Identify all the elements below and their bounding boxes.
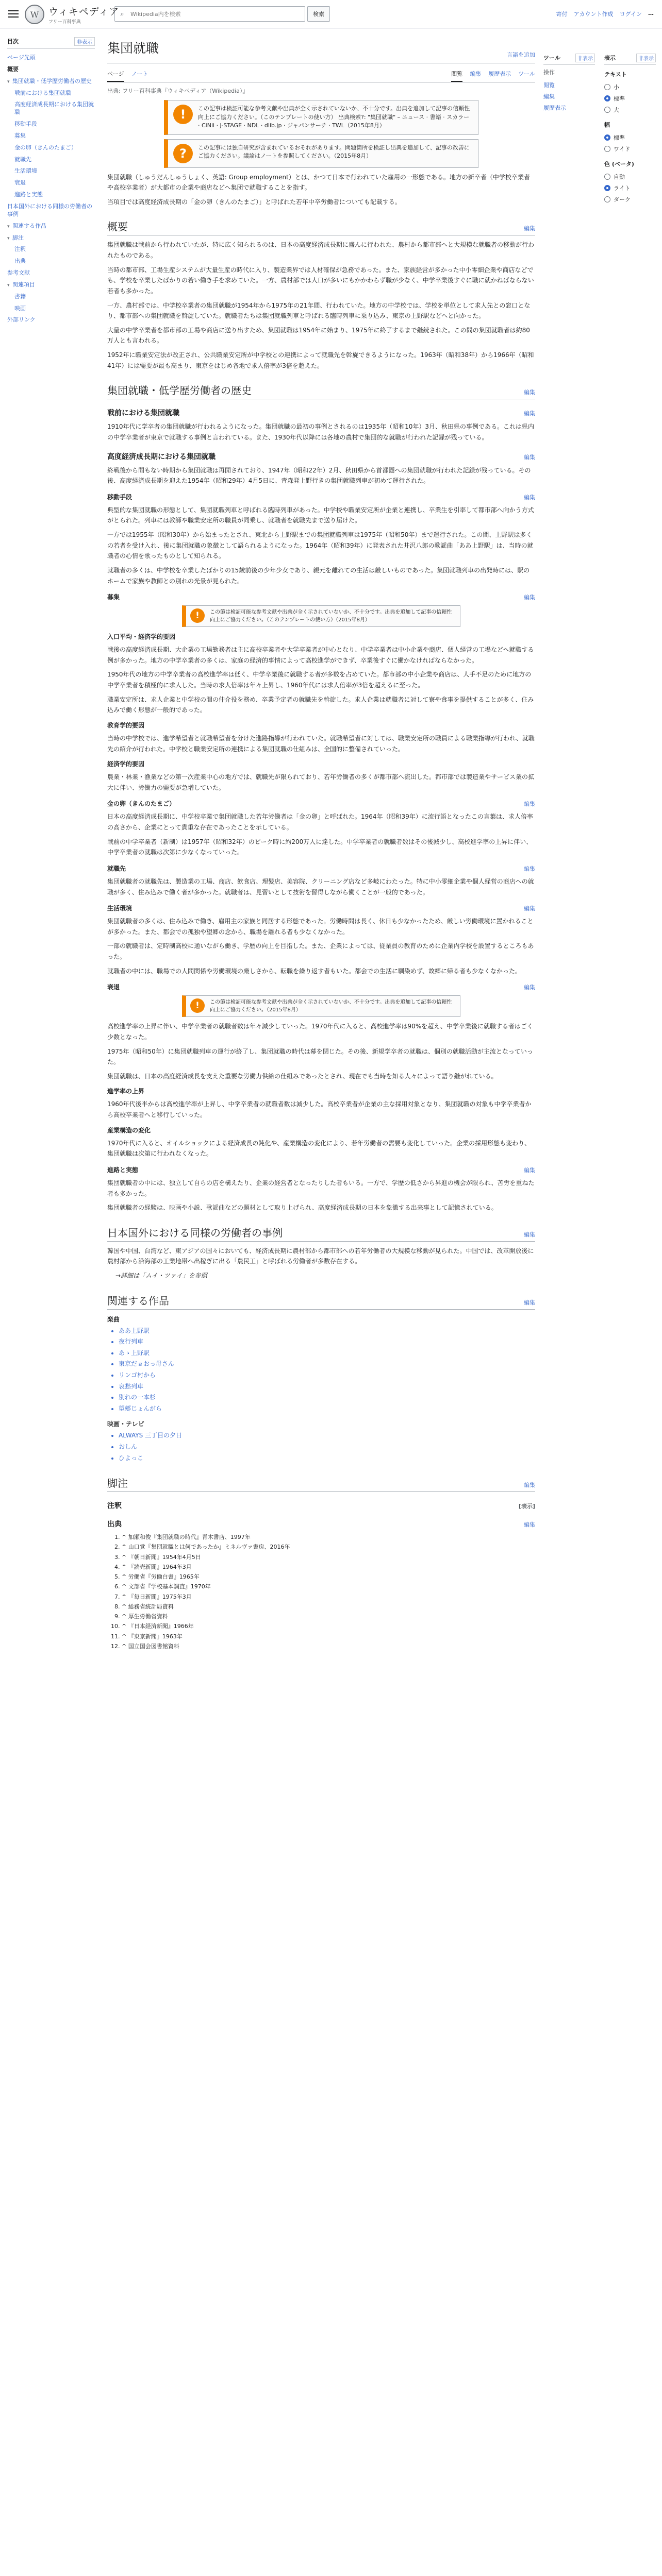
page-title: 集団就職 xyxy=(107,41,159,56)
toc-item[interactable] xyxy=(7,99,95,118)
edit-link[interactable]: 編集 xyxy=(524,594,535,601)
option-label: 標準 xyxy=(614,95,625,102)
tools-hide-button[interactable]: 非表示 xyxy=(575,54,595,62)
toc-item[interactable] xyxy=(7,130,95,142)
search-icon: ⌕ xyxy=(120,10,124,18)
toc-item[interactable] xyxy=(7,279,95,291)
page-tabs xyxy=(107,66,535,82)
paragraph: 大量の中学卒業者を都市部の工場や商店に送り出すため、集団就職は1954年に始まり、1975年に終了するまで継続された。この間の集団就職者は約80万人とも言われる。 xyxy=(107,326,530,345)
tab-edit[interactable]: 編集 xyxy=(470,71,482,77)
subsection-highgrowth-heading: 高度経済成長期における集団就職 編集 xyxy=(107,452,535,461)
toc-item[interactable] xyxy=(7,291,95,303)
section-works-heading: 関連する作品 編集 xyxy=(107,1293,535,1310)
appearance-option[interactable] xyxy=(604,104,656,115)
site-logo[interactable] xyxy=(25,4,119,25)
radio-button[interactable] xyxy=(604,174,610,180)
references-list xyxy=(107,1532,535,1651)
tab-tools[interactable]: ツール xyxy=(518,71,535,77)
toc-item-label: 金の卵（きんのたまご） xyxy=(14,144,77,151)
toc-item[interactable] xyxy=(7,189,95,201)
list-item[interactable]: • あゝ上野駅 xyxy=(119,1348,535,1359)
toc-item-label: 募集 xyxy=(14,132,26,139)
paragraph: 一部の就職者は、定時制高校に通いながら働き、学歴の向上を目指した。また、企業によっては、従業員の教育のために企業内学校を設置するところもあった。 xyxy=(107,942,534,960)
appearance-option[interactable] xyxy=(604,143,656,155)
paragraph: 1970年代に入ると、オイルショックによる経済成長の鈍化や、産業構造の変化により、若年労働者の需要も変化していった。企業の採用形態も変わり、集団就職は次第に行われなくなった。 xyxy=(107,1139,531,1158)
toc-hide-button[interactable]: 非表示 xyxy=(74,37,95,46)
appearance-option[interactable] xyxy=(604,132,656,143)
reference-item: 4. ^ 『読売新聞』1964年3月 xyxy=(122,1562,535,1572)
toc-item[interactable] xyxy=(7,303,95,315)
works-label: 映画・テレビ xyxy=(107,1420,144,1428)
radio-button[interactable] xyxy=(604,146,610,152)
toc-item[interactable] xyxy=(7,165,95,177)
notice-text: この節は検証可能な参考文献や出典が全く示されていないか、不十分です。出典を追加して記事の信頼性向上にご協力ください。（2015年8月） xyxy=(210,999,452,1013)
user-links xyxy=(556,10,654,18)
toc-item-label: 脚注 xyxy=(12,234,24,241)
toc-item-label: 衰退 xyxy=(14,179,26,187)
list-item[interactable]: • ああ上野駅 xyxy=(119,1326,535,1337)
appearance-option[interactable] xyxy=(604,171,656,182)
recruit-heading: 募集 編集 xyxy=(107,594,535,601)
paragraph: 一方、農村部では、中学校卒業者の集団就職が1954年から1975年の21年間、行われていた。地方の中学校では、学校を単位として求人先との窓口となり、都市部への集団就職を斡旋していた。就職者たちは集団就職列車と呼ばれる臨時列車に乗り込み、東京の上野駅などへと向かった。 xyxy=(107,301,531,320)
appearance-hide-button[interactable]: 非表示 xyxy=(636,54,656,62)
edit-link[interactable]: 編集 xyxy=(524,801,535,808)
toc-item[interactable] xyxy=(7,154,95,166)
edit-link[interactable]: 編集 xyxy=(524,410,535,417)
toc-item[interactable] xyxy=(7,267,95,279)
paragraph: 職業安定所は、求人企業と中学校の間の仲介役を務め、卒業予定者の就職先を斡旋した。求人企業は就職者に対して寮や食事を提供することが多く、住み込みで働く形態が一般的であった。 xyxy=(107,696,534,714)
tagline: フリー百科事典 xyxy=(48,20,81,25)
toc-item[interactable] xyxy=(7,201,95,221)
radio-button[interactable] xyxy=(604,107,610,113)
toc-item-label: ページ先頭 xyxy=(7,54,36,61)
decline-label: 進学率の上昇 xyxy=(107,1088,145,1095)
list-item[interactable]: • 別れの一本杉 xyxy=(119,1392,535,1403)
toc-item[interactable] xyxy=(7,76,95,88)
works-list xyxy=(107,1430,535,1464)
appearance-option[interactable] xyxy=(604,93,656,104)
edit-link[interactable]: 編集 xyxy=(524,1299,535,1306)
paragraph: 就職者の多くは、中学校を卒業したばかりの15歳前後の少年少女であり、親元を離れての生活は厳しいものであった。集団就職列車の出発時には、駅のホームで家族や教師との別れの光景が見られた。 xyxy=(107,566,530,585)
paragraph: 典型的な集団就職の形態として、集団就職列車と呼ばれる臨時列車があった。中学校や職業安定所が企業と連携し、卒業生を引率して都市部へ向かう方式がとられた。列車には教師や職業安定所の職員が同乗し、就職者を就職先まで送り届けた。 xyxy=(107,506,534,524)
reference-item: 10. ^ 『日本経済新聞』1966年 xyxy=(122,1621,535,1631)
intro-paragraph-2: 当項目では高度経済成長期の「金の卵（きんのたまご）」と呼ばれた若年中卒労働者についても記載する。 xyxy=(107,198,401,206)
refs-subheading: 出典 編集 xyxy=(107,1520,535,1529)
radio-button[interactable] xyxy=(604,84,610,90)
paragraph: 集団就職者の中には、独立して自らの店を構えたり、企業の経営者となったりした者もいる。一方で、学歴の低さから昇進の機会が限られ、苦労を重ねた者も多かった。 xyxy=(107,1179,535,1197)
question-icon: ? xyxy=(173,144,193,163)
transport-heading: 移動手段 編集 xyxy=(107,493,535,501)
section-abroad-heading: 日本国外における同様の労働者の事例 編集 xyxy=(107,1225,535,1242)
radio-button[interactable] xyxy=(604,95,610,101)
notice-box-section xyxy=(182,995,460,1017)
more-options-icon[interactable]: … xyxy=(648,10,654,16)
option-label: 小 xyxy=(614,84,619,91)
toc-item-label: 就職先 xyxy=(14,156,31,163)
edit-link[interactable]: 編集 xyxy=(524,225,535,232)
toc-title: 目次 xyxy=(7,38,19,45)
notice-text: この記事は検証可能な参考文献や出典が全く示されていないか、不十分です。出典を追加して記事の信頼性向上にご協力ください。（このテンプレートの使い方） 出典検索?: "集団就職" – ニュース · 書籍 · スカラー · CiNii · J-STAGE · NDL · dlib.jp · ジャパンサーチ · TWL（2015年8月） xyxy=(198,105,470,129)
toc-item-label: 関連項目 xyxy=(12,281,35,288)
chevron-down-icon[interactable]: ▾ xyxy=(7,224,10,229)
toc-item-label: 進路と実態 xyxy=(14,191,43,198)
donate-link[interactable]: 寄付 xyxy=(556,11,568,18)
paragraph: 集団就職は戦前から行われていたが、特に広く知られるのは、日本の高度経済成長期に盛んに行われた、農村から都市部へと大規模な就職者の移動が行われたものである。 xyxy=(107,241,535,259)
appearance-option[interactable] xyxy=(604,182,656,194)
reference-item: 1. ^ 加瀬和俊『集団就職の時代』青木書店、1997年 xyxy=(122,1532,535,1542)
article-content xyxy=(107,29,535,1653)
toc-item-label: 生活環境 xyxy=(14,167,37,175)
tab-talk[interactable]: ノート xyxy=(131,71,148,77)
toc-item-label: 高度経済成長期における集団就職 xyxy=(14,101,94,116)
text-size-label: テキスト xyxy=(604,71,627,78)
toc-item-label: 参考文献 xyxy=(7,269,30,277)
wordmark: ウィキペディア xyxy=(48,6,120,18)
from-line: 出典: フリー百科事典『ウィキペディア（Wikipedia）』 xyxy=(107,88,249,94)
option-label: ダーク xyxy=(614,196,631,203)
table-of-contents xyxy=(7,37,95,326)
see-also-note: →詳細は「ムイ・ツァイ」を参照 xyxy=(115,1272,207,1279)
reference-item: 6. ^ 文部省『学校基本調査』1970年 xyxy=(122,1582,535,1591)
edit-link[interactable]: 編集 xyxy=(524,389,535,396)
option-label: 標準 xyxy=(614,134,625,141)
list-item[interactable]: • 望郷じょんがら xyxy=(119,1403,535,1415)
recruit-label: 経済学的要因 xyxy=(107,760,145,768)
list-item[interactable]: • ALWAYS 三丁目の夕日 xyxy=(119,1430,535,1442)
width-label: 幅 xyxy=(604,122,610,128)
edit-link[interactable]: 編集 xyxy=(524,1166,535,1174)
toc-item-label: 日本国外における同様の労働者の事例 xyxy=(7,202,92,217)
toc-item[interactable] xyxy=(7,177,95,189)
employment-heading: 就職先 編集 xyxy=(107,865,535,872)
list-item[interactable]: • おしん xyxy=(119,1442,535,1453)
tools-item-edit[interactable]: 編集 xyxy=(543,93,555,100)
search-input[interactable] xyxy=(129,10,305,18)
toc-item[interactable] xyxy=(7,221,95,232)
toc-item[interactable] xyxy=(7,64,95,76)
career-heading: 進路と実態 編集 xyxy=(107,1166,535,1174)
color-label: 色 (ベータ) xyxy=(604,161,634,167)
list-item[interactable]: • 東京だョおっ母さん xyxy=(119,1359,535,1370)
notice-box-section xyxy=(182,605,460,627)
toc-item-label: 集団就職・低学歴労働者の歴史 xyxy=(12,77,92,84)
reference-item: 7. ^ 『毎日新聞』1975年3月 xyxy=(122,1592,535,1602)
tools-sublabel: 操作 xyxy=(543,69,555,76)
notice-box-sources xyxy=(164,100,478,135)
paragraph: 1960年代後半からは高校進学率が上昇し、中学卒業者の就職者数は減少した。高校卒業者が企業の主な採用対象となり、集団就職の対象も中学卒業者から高校卒業者へと移行していった。 xyxy=(107,1100,532,1118)
toc-item[interactable] xyxy=(7,118,95,130)
paragraph: 当時の中学校では、進学希望者と就職希望者を分けた進路指導が行われていた。就職希望者に対しては、職業安定所の職員による職業指導が行われ、就職先の紹介が行われた。中学校と職業安定所の連携による集団就職の仕組みは、全国的に整備されていった。 xyxy=(107,734,535,753)
works-list xyxy=(107,1326,535,1415)
edit-link[interactable]: 編集 xyxy=(524,453,535,461)
paragraph: 日本の高度経済成長期に、中学校卒業で集団就職した若年労働者は「金の卵」と呼ばれた。1964年（昭和39年）に流行語となったこの言葉は、求人倍率の高さから、企業にとって貴重な存在であったことを示している。 xyxy=(107,813,533,831)
toc-header xyxy=(7,37,95,49)
notice-text: この節は検証可能な参考文献や出典が全く示されていないか、不十分です。出典を追加して記事の信頼性向上にご協力ください。（このテンプレートの使い方）（2015年8月） xyxy=(210,609,452,623)
wikipedia-globe-icon xyxy=(25,5,44,24)
option-label: 自動 xyxy=(614,174,625,180)
paragraph: 集団就職者の多くは、住み込みで働き、雇用主の家族と同居する形態であった。労働時間は長く、休日も少なかったため、厳しい労働環境に置かれることが多かった。また、都会での孤独や望郷の念から、職場を離れる者も少なくなかった。 xyxy=(107,918,534,936)
toc-item-label: 関連する作品 xyxy=(12,222,46,229)
warning-icon: ! xyxy=(173,105,193,124)
notes-subheading: 注釈 [表示] xyxy=(107,1502,535,1511)
list-item[interactable]: • ひよっこ xyxy=(119,1453,535,1464)
paragraph: 一方では1955年（昭和30年）から始まったとされ、東北から上野駅までの集団就職列車は1975年（昭和50年）まで運行された。この間、上野駅は多くの若者を受け入れ、後に集団就職の象徴として語られるようになった。1964年（昭和39年）に発表された井沢八郎の歌謡曲「ああ上野駅」は、当時の就職者の心情を歌ったものとして知られる。 xyxy=(107,531,534,560)
edit-link[interactable]: 編集 xyxy=(524,1482,535,1489)
radio-button[interactable] xyxy=(604,185,610,191)
tab-history[interactable]: 履歴表示 xyxy=(488,71,511,77)
notice-box-original-research xyxy=(164,139,478,168)
toc-item[interactable] xyxy=(7,142,95,154)
appearance-panel xyxy=(604,54,656,205)
main-menu-icon[interactable] xyxy=(7,8,20,21)
paragraph: 戦後の高度経済成長期、大企業の工場勤務者は主に高校卒業者や大学卒業者が中心となり、中学卒業者は中小企業や商店、個人経営の工場などへ就職する例が多かった。地方の中学卒業者の多くは、家庭の経済的事情によって高校進学ができず、卒業後すぐに働かなければならなかった。 xyxy=(107,646,534,664)
toc-item[interactable] xyxy=(7,256,95,267)
chevron-down-icon[interactable]: ▾ xyxy=(7,79,10,84)
toc-item-label: 出典 xyxy=(14,258,26,265)
tools-title: ツール xyxy=(543,55,560,61)
chevron-down-icon[interactable]: ▾ xyxy=(7,282,10,288)
edit-link[interactable]: 編集 xyxy=(524,984,535,991)
appearance-option[interactable] xyxy=(604,194,656,205)
warning-icon: ! xyxy=(190,998,205,1013)
radio-button[interactable] xyxy=(604,134,610,141)
reference-item: 11. ^ 『東京新聞』1963年 xyxy=(122,1632,535,1641)
toc-item[interactable] xyxy=(7,314,95,326)
edit-link[interactable]: 編集 xyxy=(524,865,535,872)
list-item[interactable]: • リンゴ村から xyxy=(119,1370,535,1381)
works-label: 楽曲 xyxy=(107,1315,120,1323)
toc-item-label: 概要 xyxy=(7,65,19,73)
create-account-link[interactable]: アカウント作成 xyxy=(573,11,614,18)
radio-button[interactable] xyxy=(604,196,610,202)
search-button[interactable]: 検索 xyxy=(307,6,330,22)
paragraph: 戦前の中学卒業者（新制）は1957年（昭和32年）のピーク時に約200万人に達した。中学卒業者の就職者数はその後減少し、高校進学率の上昇に伴い、中学卒業者の就職は次第に少なくなっていった。 xyxy=(107,838,533,856)
paragraph: 終戦後から間もない時期から集団就職は再開されており、1947年（昭和22年）2月、秋田県から首都圏への集団就職が行われた記録が残っている。その後、高度経済成長期を迎えた1954年（昭和29年）4月5日に、青森発上野行きの集団就職列車が初めて運行された。 xyxy=(107,466,531,485)
appearance-option[interactable] xyxy=(604,81,656,93)
section-overview-heading: 概要 編集 xyxy=(107,218,535,235)
paragraph: 当時の都市部、工場生産システムが大量生産の時代に入り、製造業界では人材確保が急務であった。また、家族経営が多かった中小零細企業や商店などでも、学校を卒業したばかりの若い働き手を求めていた。一方、農村部では人口が多いにもかかわらず職が少なく、中学卒業後すぐに職に就かねばならない若者も多かった。 xyxy=(107,266,534,295)
reference-item: 2. ^ 山口覚『集団就職とは何であったか』ミネルヴァ書房、2016年 xyxy=(122,1542,535,1552)
decline-label: 産業構造の変化 xyxy=(107,1126,151,1134)
option-label: ワイド xyxy=(614,146,631,152)
site-header xyxy=(0,0,662,29)
edit-link[interactable]: 編集 xyxy=(524,1521,535,1529)
language-button[interactable]: 言語を追加 xyxy=(507,52,535,58)
tools-item-history[interactable]: 履歴表示 xyxy=(543,105,566,111)
living-heading: 生活環境 編集 xyxy=(107,905,535,912)
tools-panel xyxy=(543,54,595,113)
recruit-label: 入口平均・経済学的要因 xyxy=(107,633,176,641)
toc-item-label: 書籍 xyxy=(14,293,26,300)
toc-item-label: 外部リンク xyxy=(7,316,36,324)
kinnotamago-heading: 金の卵（きんのたまご） 編集 xyxy=(107,800,535,808)
reference-item: 5. ^ 労働省『労働白書』1965年 xyxy=(122,1572,535,1582)
notice-text: この記事には独自研究が含まれているおそれがあります。問題箇所を検証し出典を追加して、記事の改善にご協力ください。議論はノートを参照してください。（2015年8月） xyxy=(198,144,470,159)
subsection-prewar-heading: 戦前における集団就職 編集 xyxy=(107,409,535,418)
expand-button[interactable]: [表示] xyxy=(518,1503,535,1510)
reference-item: 8. ^ 総務省統計局資料 xyxy=(122,1602,535,1612)
option-label: ライト xyxy=(614,185,631,192)
login-link[interactable]: ログイン xyxy=(619,11,642,18)
toc-item-label: 注釈 xyxy=(14,246,26,253)
list-item[interactable]: • 夜行列車 xyxy=(119,1336,535,1348)
chevron-down-icon[interactable]: ▾ xyxy=(7,235,10,241)
warning-icon: ! xyxy=(190,608,205,623)
decline-heading: 衰退 編集 xyxy=(107,984,535,991)
paragraph: 集団就職者の経験は、映画や小説、歌謡曲などの題材として取り上げられ、高度経済成長期の日本を象徴する出来事として記憶されている。 xyxy=(107,1204,498,1212)
toc-item[interactable] xyxy=(7,244,95,256)
paragraph: 農業・林業・漁業などの第一次産業中心の地方では、就職先が限られており、若年労働者の多くが都市部へ流出した。都市部では製造業やサービス業の拡大に伴い、労働力の需要が急増していた。 xyxy=(107,773,535,791)
reference-item: 3. ^ 『朝日新聞』1954年4月5日 xyxy=(122,1552,535,1562)
paragraph: 1952年に職業安定法が改正され、公共職業安定所が中学校との連携によって就職先を斡旋できるようになった。1963年（昭和38年）から1966年（昭和41年）には需要が最も高まり、東京をはじめ各地で求人倍率が3倍を超えた。 xyxy=(107,351,534,369)
recruit-label: 教育学的要因 xyxy=(107,721,145,729)
reference-item: 12. ^ 国立国会図書館資料 xyxy=(122,1641,535,1651)
paragraph: 韓国や中国、台湾など、東アジアの国々においても、経済成長期に農村部から都市部への若年労働者の大規模な移動が見られた。中国では、改革開放後に農村部から沿海部の工業地帯へ出稼ぎに出る「農民工」と呼ばれる労働者が多数存在する。 xyxy=(107,1247,534,1265)
tools-item-read[interactable]: 閲覧 xyxy=(543,82,555,89)
section-notes-heading: 脚注 編集 xyxy=(107,1475,535,1492)
edit-link[interactable]: 編集 xyxy=(524,494,535,501)
tab-page[interactable]: ページ xyxy=(107,66,124,82)
search-box xyxy=(114,6,305,22)
toc-item-label: 移動手段 xyxy=(14,121,37,128)
option-label: 大 xyxy=(614,107,619,113)
paragraph: 1950年代の地方の中学卒業者の高校進学率は低く、中学卒業後に就職する者が多数を占めていた。都市部の中小企業や商店は、人手不足のために地方の中学卒業者を積極的に求人した。当時の求人倍率は年々上昇し、1960年代には求人倍率が3倍を超えるに至った。 xyxy=(107,671,532,689)
toc-item-label: 映画 xyxy=(14,304,26,312)
toc-item[interactable] xyxy=(7,88,95,99)
reference-item: 9. ^ 厚生労働省資料 xyxy=(122,1612,535,1621)
paragraph: 集団就職は、日本の高度経済成長を支えた重要な労働力供給の仕組みであったとされ、現在でも当時を知る人々によって語り継がれている。 xyxy=(107,1072,498,1080)
edit-link[interactable]: 編集 xyxy=(524,905,535,912)
tab-read[interactable]: 閲覧 xyxy=(451,66,462,82)
appearance-title: 表示 xyxy=(604,55,616,61)
paragraph: 集団就職者の就職先は、製造業の工場、商店、飲食店、理髪店、美容院、クリーニング店など多岐にわたった。特に中小零細企業や個人経営の商店への就職が多く、住み込みで働く者が多かった。就職者は、見習いとして技術を習得しながら働くことが一般的であった。 xyxy=(107,877,534,896)
paragraph: 1910年代に学卒者の集団就職が行われるようになった。集団就職の最初の事例とされるのは1935年（昭和10年）3月、秋田県の事例である。これは県内の中学卒業者が東京で就職する事例と言われている。また、1930年代以降には各地の農村で集団的な就職が行われた記録が残っている。 xyxy=(107,423,534,441)
toc-item[interactable] xyxy=(7,232,95,244)
paragraph: 高校進学率の上昇に伴い、中学卒業者の就職者数は年々減少していった。1970年代に入ると、高校進学率は90%を超え、中学卒業後に就職する者はごく少数となった。 xyxy=(107,1023,533,1041)
intro-paragraph: 集団就職（しゅうだんしゅうしょく、英語: Group employment）とは、かつて日本で行われていた雇用の一形態である。地方の新卒者（中学校卒業者や高校卒業者）が大都市の企業や商店などへ集団で就職することを指す。 xyxy=(107,173,530,192)
section-history-heading: 集団就職・低学歴労働者の歴史 編集 xyxy=(107,382,535,399)
toc-item-label: 戦前における集団就職 xyxy=(14,89,71,96)
list-item[interactable]: • 哀愁列車 xyxy=(119,1381,535,1393)
toc-item[interactable] xyxy=(7,52,95,64)
edit-link[interactable]: 編集 xyxy=(524,1231,535,1238)
paragraph: 就職者の中には、職場での人間関係や労働環境の厳しさから、転職を繰り返す者もいた。都会での生活に馴染めず、故郷に帰る者も少なくなかった。 xyxy=(107,967,522,975)
paragraph: 1975年（昭和50年）に集団就職列車の運行が終了し、集団就職の時代は幕を閉じた。その後、新規学卒者の就職は、個別の就職活動が主流となっていった。 xyxy=(107,1047,533,1066)
